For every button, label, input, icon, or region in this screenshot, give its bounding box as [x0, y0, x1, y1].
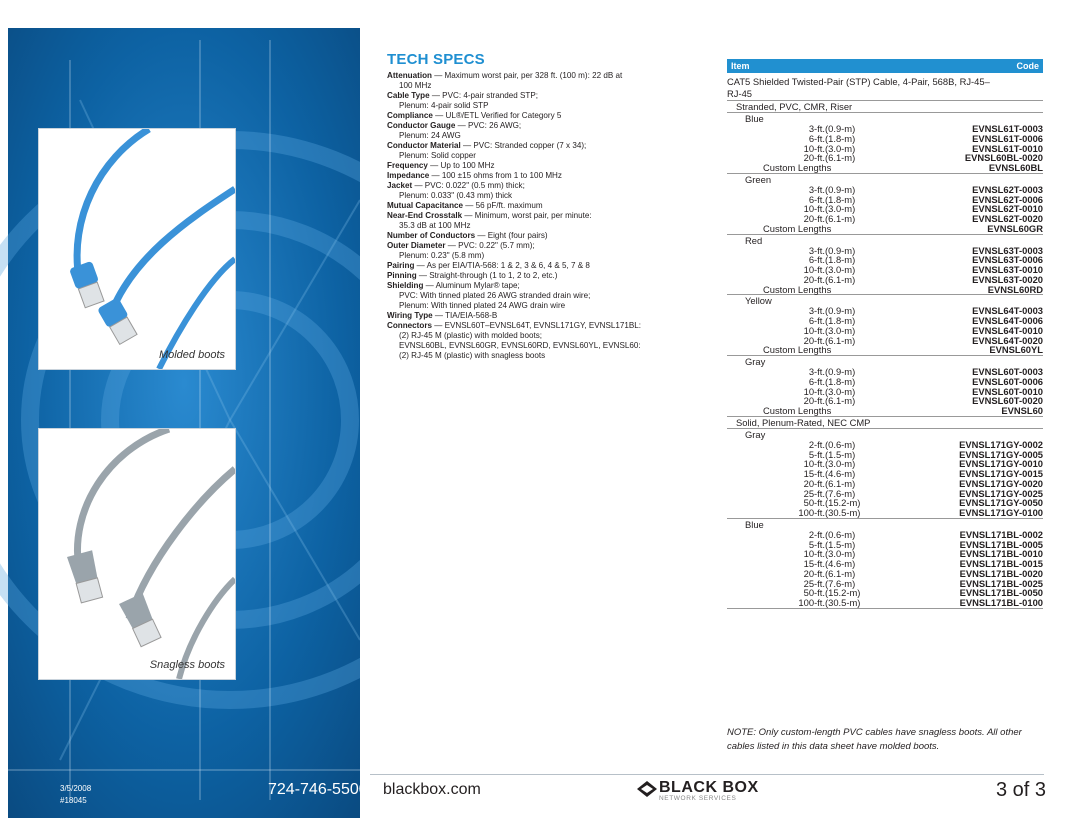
custom-length-row [727, 163, 1043, 174]
custom-lengths-label: Custom Lengths [763, 405, 832, 416]
length-m: (0.9-m) [825, 305, 856, 317]
blue-side-panel [0, 0, 360, 834]
product-code: EVNSL62T-0003 [972, 183, 1043, 195]
length-ft: 2-ft. [808, 438, 825, 450]
header-code: Code [1016, 61, 1039, 71]
spec-label: Number of Conductors [387, 231, 476, 240]
spec-continuation: 100 MHz [399, 81, 432, 90]
spec-item [387, 231, 681, 241]
spec-continuation: Plenum: 4-pair solid STP [399, 101, 489, 110]
footer-date-block [60, 783, 91, 807]
length-ft: 10-ft. [803, 142, 825, 154]
product-description: CAT5 Shielded Twisted-Pair (STP) Cable, 4-Pair, 568B, RJ-45– [727, 76, 990, 87]
length-ft: 2-ft. [808, 528, 825, 540]
color-heading: Yellow [745, 295, 772, 307]
product-code: EVNSL171GY-0002 [959, 438, 1043, 450]
length-ft: 20-ft. [803, 567, 825, 579]
length-m: (0.9-m) [825, 123, 856, 134]
spec-label: Cable Type [387, 91, 430, 100]
product-code: EVNSL64T-0020 [972, 334, 1043, 346]
color-heading: Green [745, 173, 772, 185]
spec-text: — Up to 100 MHz [427, 161, 495, 170]
table-header [727, 59, 1043, 73]
spec-text: — Eight (four pairs) [475, 231, 548, 240]
product-code: EVNSL60T-0020 [972, 395, 1043, 407]
product-code: EVNSL60GR [987, 222, 1043, 234]
spec-item [387, 311, 681, 321]
spec-continuation: Plenum: 0.033" (0.43 mm) thick [399, 191, 513, 200]
product-code: EVNSL171GY-0015 [959, 468, 1043, 479]
spec-continuation: (2) RJ-45 M (plastic) with molded boots; [399, 331, 543, 340]
spec-text: — Aluminum Mylar® tape; [423, 281, 520, 290]
spec-text: — PVC: 0.022" (0.5 mm) thick; [412, 181, 525, 190]
length-ft: 20-ft. [803, 213, 825, 224]
stranded-heading: Stranded, PVC, CMR, Riser [727, 101, 1043, 113]
spec-item [387, 121, 681, 141]
length-m: (6.1-m) [825, 152, 856, 164]
product-code: EVNSL171BL-0005 [959, 538, 1043, 550]
length-ft: 100-ft. [798, 507, 825, 518]
spec-line [387, 91, 538, 100]
spec-item [387, 201, 681, 211]
product-code: EVNSL63T-0006 [972, 254, 1043, 266]
custom-length-row [727, 406, 1043, 417]
color-heading: Red [745, 234, 763, 246]
length-m: (1.5-m) [825, 538, 856, 550]
length-ft: 5-ft. [808, 448, 825, 460]
spec-item [387, 341, 681, 351]
spec-line [387, 231, 548, 240]
product-code: EVNSL171BL-0010 [959, 548, 1043, 560]
spec-line [387, 171, 562, 180]
snagless-boots-photo [38, 428, 236, 680]
footer-website[interactable]: blackbox.com [383, 781, 481, 798]
spec-item [387, 141, 681, 161]
spec-label: Jacket [387, 181, 413, 190]
spec-label: Wiring Type [387, 311, 433, 320]
product-code: EVNSL60RD [987, 283, 1043, 295]
length-ft: 10-ft. [803, 324, 825, 336]
length-m: (3.0-m) [825, 385, 856, 397]
spec-text: — 100 ±15 ohms from 1 to 100 MHz [429, 171, 562, 180]
product-description-cont: RJ-45 [727, 88, 1043, 102]
length-m: (30.5-m) [825, 597, 861, 608]
custom-lengths-label: Custom Lengths [763, 162, 832, 173]
length-ft: 5-ft. [808, 538, 825, 550]
length-ft: 6-ft. [808, 132, 825, 144]
product-code: EVNSL60T-0010 [972, 385, 1043, 397]
length-ft: 25-ft. [803, 577, 825, 589]
spec-item [387, 71, 681, 91]
product-code: EVNSL64T-0006 [972, 315, 1043, 326]
spec-item [387, 211, 681, 231]
spec-line [387, 281, 520, 290]
spec-item [387, 321, 681, 341]
product-code: EVNSL171GY-0025 [959, 487, 1043, 499]
spec-text: — TIA/EIA-568-B [432, 311, 498, 320]
custom-length-row [727, 285, 1043, 296]
product-code: EVNSL60BL [988, 162, 1043, 173]
spec-item [387, 351, 681, 361]
black-box-logo [637, 779, 759, 802]
length-m: (3.0-m) [825, 548, 856, 560]
length-ft: 20-ft. [803, 395, 825, 407]
color-heading: Gray [745, 356, 766, 367]
product-code: EVNSL171BL-0015 [959, 558, 1043, 569]
spec-item [387, 111, 681, 121]
spec-label: Pinning [387, 271, 417, 280]
product-code: EVNSL60 [1001, 405, 1043, 416]
length-m: (1.8-m) [825, 132, 856, 144]
spec-line [387, 321, 641, 330]
spec-item [387, 261, 681, 271]
length-m: (15.2-m) [825, 497, 861, 509]
length-ft: 15-ft. [803, 468, 825, 479]
footer-date: 3/5/2008 [60, 784, 92, 793]
length-m: (7.6-m) [825, 577, 856, 589]
spec-text: — PVC: 4-pair stranded STP; [429, 91, 539, 100]
product-code: EVNSL63T-0003 [972, 244, 1043, 256]
length-m: (0.9-m) [825, 366, 856, 377]
spec-label: Mutual Capacitance [387, 201, 464, 210]
product-code: EVNSL171GY-0020 [959, 477, 1043, 489]
spec-continuation: Plenum: 24 AWG [399, 131, 461, 140]
molded-boots-caption: Molded boots [158, 349, 225, 361]
length-m: (6.1-m) [825, 395, 856, 407]
note-text: NOTE: Only custom-length PVC cables have snagless boots. All other cables listed in this data sheet have molded boots. [727, 727, 1022, 752]
solid-heading: Solid, Plenum-Rated, NEC CMP [727, 417, 1043, 429]
spec-text: — PVC: 26 AWG; [455, 121, 522, 130]
spec-line [387, 201, 543, 210]
length-m: (0.9-m) [825, 183, 856, 195]
length-m: (15.2-m) [825, 587, 861, 599]
spec-continuation: (2) RJ-45 M (plastic) with snagless boots [399, 351, 546, 360]
custom-lengths-label: Custom Lengths [763, 283, 832, 295]
custom-length-row [727, 345, 1043, 356]
spec-label: Compliance [387, 111, 433, 120]
spec-label: Outer Diameter [387, 241, 446, 250]
logo-diamond-icon [637, 781, 657, 797]
length-ft: 10-ft. [803, 203, 825, 215]
product-code: EVNSL61T-0010 [972, 142, 1043, 154]
length-m: (3.0-m) [825, 458, 856, 470]
item-code-table [727, 59, 1043, 609]
product-code: EVNSL171BL-0100 [959, 597, 1043, 608]
spec-text: — As per EIA/TIA-568: 1 & 2, 3 & 6, 4 & 5, 7 & 8 [414, 261, 590, 270]
product-code: EVNSL171GY-0005 [959, 448, 1043, 460]
spec-text: — Minimum, worst pair, per minute: [462, 211, 592, 220]
spec-text: — 56 pF/ft. maximum [463, 201, 543, 210]
spec-item [387, 91, 681, 111]
spec-text: — Straight-through (1 to 1, 2 to 2, etc.) [416, 271, 558, 280]
length-ft: 6-ft. [808, 193, 825, 205]
solid-groups [727, 429, 1043, 609]
length-m: (0.6-m) [825, 528, 856, 540]
spec-line [387, 261, 590, 270]
length-ft: 20-ft. [803, 477, 825, 489]
spec-label: Attenuation [387, 71, 432, 80]
length-m: (3.0-m) [825, 142, 856, 154]
spec-line [387, 71, 622, 80]
length-ft: 10-ft. [803, 264, 825, 275]
spec-line [387, 311, 497, 320]
product-code: EVNSL171BL-0002 [959, 528, 1043, 540]
spec-item [387, 281, 681, 301]
length-m: (6.1-m) [825, 334, 856, 346]
length-ft: 6-ft. [808, 254, 825, 266]
tech-specs [387, 51, 681, 361]
length-m: (6.1-m) [825, 213, 856, 224]
spec-label: Shielding [387, 281, 424, 290]
custom-length-row [727, 224, 1043, 235]
spec-text: — PVC: Stranded copper (7 x 34); [460, 141, 587, 150]
length-ft: 6-ft. [808, 315, 825, 326]
product-code: EVNSL64T-0003 [972, 305, 1043, 317]
length-ft: 3-ft. [808, 305, 825, 317]
length-ft: 50-ft. [803, 497, 825, 509]
length-m: (30.5-m) [825, 507, 861, 518]
product-code: EVNSL171BL-0025 [959, 577, 1043, 589]
spec-item [387, 171, 681, 181]
custom-lengths-label: Custom Lengths [763, 344, 832, 356]
spec-label: Impedance [387, 171, 430, 180]
length-ft: 3-ft. [808, 366, 825, 377]
spec-item [387, 301, 681, 311]
length-m: (4.6-m) [825, 558, 856, 569]
spec-text: — EVNSL60T–EVNSL64T, EVNSL171GY, EVNSL171BL: [431, 321, 642, 330]
length-m: (1.8-m) [825, 375, 856, 387]
length-m: (1.8-m) [825, 254, 856, 266]
tech-specs-title: TECH SPECS [387, 51, 485, 68]
length-ft: 10-ft. [803, 548, 825, 560]
spec-label: Conductor Material [387, 141, 461, 150]
length-m: (6.1-m) [825, 567, 856, 579]
length-ft: 3-ft. [808, 123, 825, 134]
spec-label: Pairing [387, 261, 415, 270]
length-ft: 20-ft. [803, 334, 825, 346]
spec-label: Connectors [387, 321, 432, 330]
spec-label: Frequency [387, 161, 428, 170]
product-code: EVNSL171GY-0010 [959, 458, 1043, 470]
length-m: (3.0-m) [825, 203, 856, 215]
product-code: EVNSL171BL-0020 [959, 567, 1043, 579]
spec-text: — Maximum worst pair, per 328 ft. (100 m): 22 dB at [431, 71, 623, 80]
snagless-boots-caption: Snagless boots [149, 659, 225, 671]
product-code: EVNSL171GY-0100 [959, 507, 1043, 518]
product-code: EVNSL61T-0006 [972, 132, 1043, 144]
product-code: EVNSL60T-0003 [972, 366, 1043, 377]
table-row [727, 598, 1043, 609]
length-m: (1.8-m) [825, 315, 856, 326]
length-m: (1.8-m) [825, 193, 856, 205]
spec-item [387, 241, 681, 261]
footer-doc-number: #18045 [60, 796, 87, 805]
length-m: (3.0-m) [825, 324, 856, 336]
product-code: EVNSL60YL [989, 344, 1043, 356]
product-code: EVNSL63T-0020 [972, 273, 1043, 285]
spec-item [387, 161, 681, 171]
length-ft: 6-ft. [808, 375, 825, 387]
spec-text: — UL®/ETL Verified for Category 5 [432, 111, 562, 120]
product-code: EVNSL60T-0006 [972, 375, 1043, 387]
table-row [727, 508, 1043, 519]
footer-phone: 724-746-5500 [268, 781, 368, 798]
product-code: EVNSL63T-0010 [972, 264, 1043, 275]
length-ft: 25-ft. [803, 487, 825, 499]
spec-line [387, 111, 561, 120]
product-code: EVNSL62T-0020 [972, 213, 1043, 224]
spec-list [387, 71, 681, 361]
length-m: (0.9-m) [825, 244, 856, 256]
spec-continuation: Plenum: With tinned plated 24 AWG drain wire [399, 301, 566, 310]
spec-continuation: EVNSL60BL, EVNSL60GR, EVNSL60RD, EVNSL60YL, EVNSL60: [399, 341, 641, 350]
length-m: (7.6-m) [825, 487, 856, 499]
spec-continuation: PVC: With tinned plated 26 AWG stranded drain wire; [399, 291, 591, 300]
stranded-groups [727, 113, 1043, 417]
logo-text: BLACK BOX [659, 779, 759, 796]
page-number: 3 of 3 [996, 779, 1047, 801]
length-ft: 10-ft. [803, 385, 825, 397]
header-item: Item [731, 61, 750, 71]
spec-continuation: Plenum: Solid copper [399, 151, 476, 160]
color-heading: Blue [745, 113, 764, 124]
length-m: (3.0-m) [825, 264, 856, 275]
spec-continuation: Plenum: 0.23" (5.8 mm) [399, 251, 485, 260]
color-heading: Blue [745, 518, 764, 530]
length-ft: 3-ft. [808, 244, 825, 256]
spec-text: — PVC: 0.22" (5.7 mm); [445, 241, 535, 250]
product-code: EVNSL60BL-0020 [964, 152, 1043, 164]
length-ft: 100-ft. [798, 597, 825, 608]
spec-line [387, 241, 535, 250]
product-code: EVNSL62T-0006 [972, 193, 1043, 205]
custom-lengths-label: Custom Lengths [763, 222, 832, 234]
length-m: (6.1-m) [825, 477, 856, 489]
spec-label: Conductor Gauge [387, 121, 456, 130]
product-code: EVNSL61T-0003 [972, 123, 1043, 134]
color-heading: Gray [745, 428, 766, 440]
product-code: EVNSL171GY-0050 [959, 497, 1043, 509]
length-ft: 20-ft. [803, 152, 825, 164]
product-code: EVNSL171BL-0050 [959, 587, 1043, 599]
spec-item [387, 181, 681, 201]
length-m: (0.6-m) [825, 438, 856, 450]
spec-line [387, 141, 586, 150]
spec-item [387, 271, 681, 281]
product-code: EVNSL64T-0010 [972, 324, 1043, 336]
length-m: (1.5-m) [825, 448, 856, 460]
spec-line [387, 181, 525, 190]
length-m: (4.6-m) [825, 468, 856, 479]
spec-continuation: 35.3 dB at 100 MHz [399, 221, 471, 230]
length-m: (6.1-m) [825, 273, 856, 285]
length-ft: 10-ft. [803, 458, 825, 470]
length-ft: 15-ft. [803, 558, 825, 569]
length-ft: 3-ft. [808, 183, 825, 195]
footer-divider [370, 774, 1044, 775]
length-ft: 50-ft. [803, 587, 825, 599]
molded-boots-photo [38, 128, 236, 370]
length-ft: 20-ft. [803, 273, 825, 285]
spec-line [387, 211, 592, 220]
logo-subtext: NETWORK SERVICES [659, 795, 737, 802]
product-code: EVNSL62T-0010 [972, 203, 1043, 215]
spec-line [387, 121, 521, 130]
spec-line [387, 161, 495, 170]
spec-label: Near-End Crosstalk [387, 211, 463, 220]
spec-line [387, 271, 557, 280]
